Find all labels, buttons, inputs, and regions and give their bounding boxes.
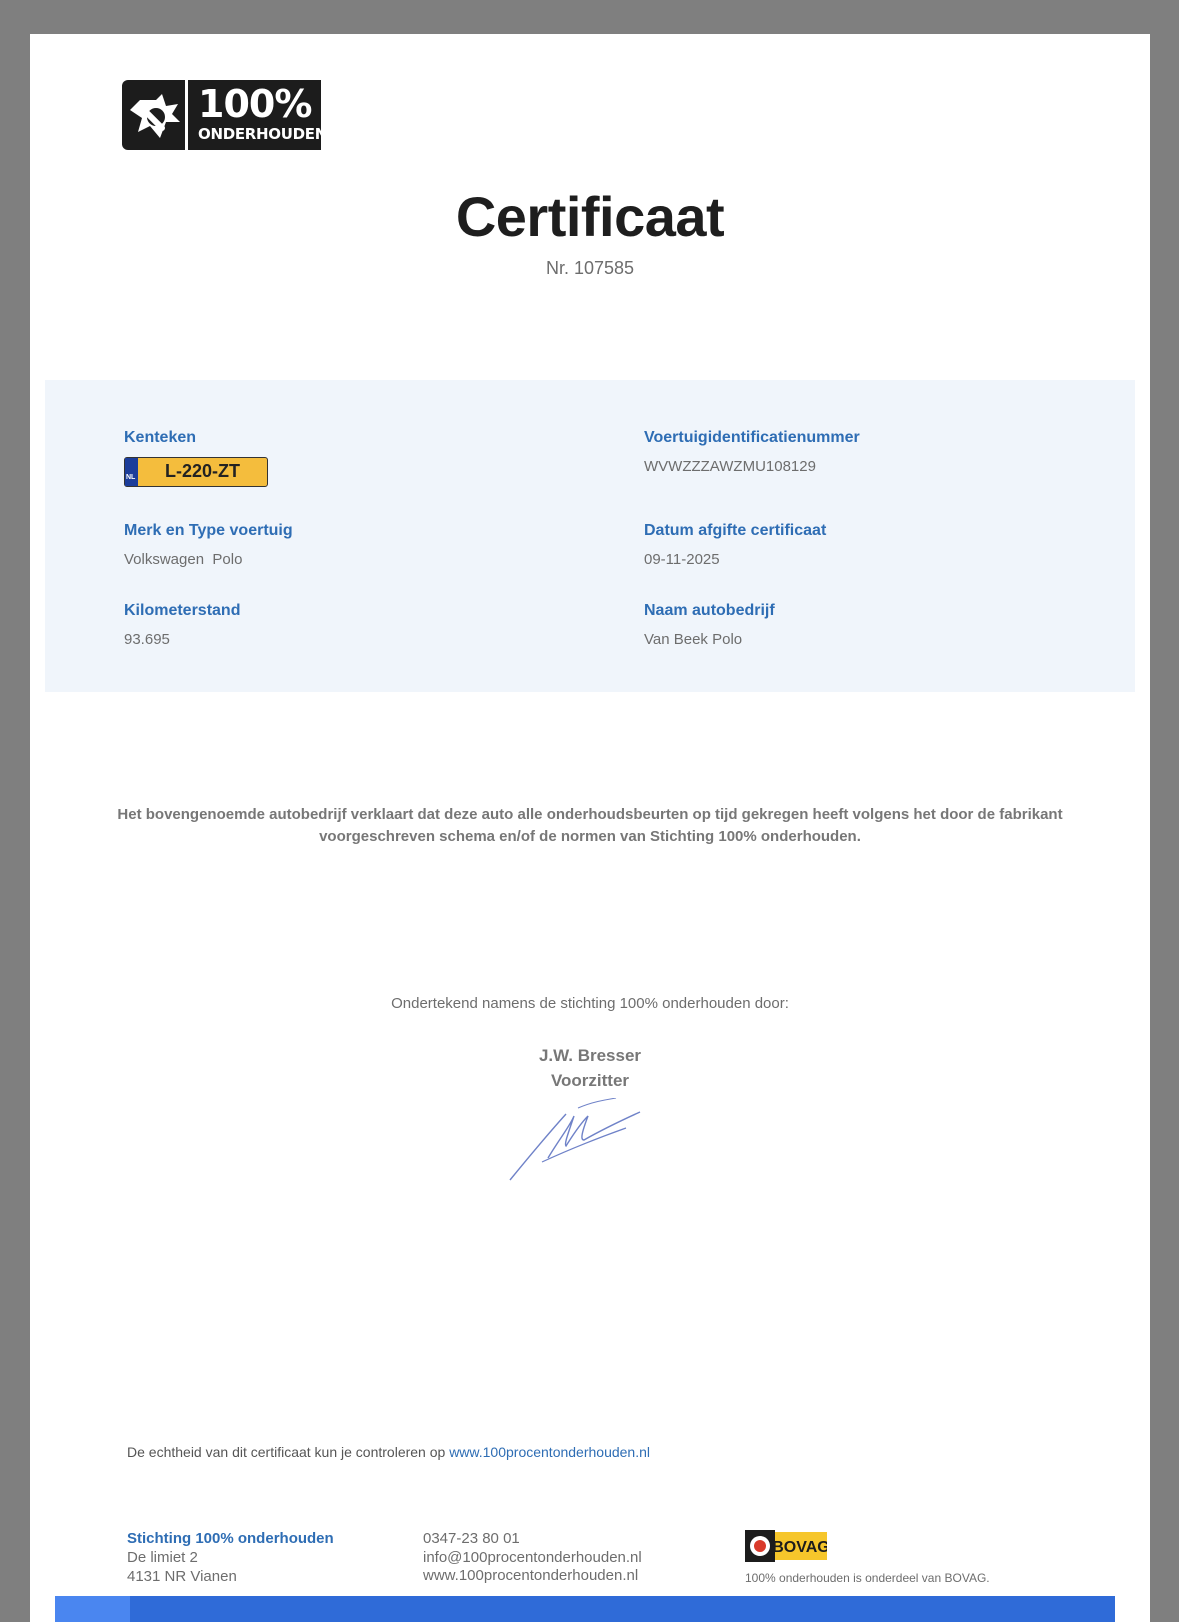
bovag-logo bbox=[745, 1530, 827, 1562]
garage-label: Naam autobedrijf bbox=[644, 602, 775, 619]
verification-link[interactable]: www.100procentonderhouden.nl bbox=[449, 1444, 650, 1460]
date-value: 09-11-2025 bbox=[644, 551, 720, 568]
footer-org-name: Stichting 100% onderhouden bbox=[127, 1530, 334, 1547]
verification-note bbox=[127, 1444, 650, 1460]
eu-flag-strip bbox=[125, 458, 138, 486]
vin-value: WVWZZZAWZMU108129 bbox=[644, 458, 816, 475]
plate-number: L-220-ZT bbox=[164, 461, 240, 481]
make-value: Volkswagen Polo bbox=[124, 551, 243, 568]
maintenance-statement: Het bovengenoemde autobedrijf verklaart dat deze auto alle onderhoudsbeurten op tijd gekregen heeft volgens het door de fabrikant voorgeschreven schema en/of de normen van Stichting 100% onderhouden. bbox=[117, 806, 1063, 845]
bovag-logo-text: BOVAG bbox=[772, 1539, 827, 1556]
wrench-icon bbox=[122, 80, 185, 150]
certificate-number: Nr. 107585 bbox=[545, 258, 635, 278]
footer-bar bbox=[55, 1596, 1115, 1622]
footer-website[interactable]: www.100procentonderhouden.nl bbox=[423, 1567, 639, 1584]
verification-text: De echtheid van dit certificaat kun je controleren op bbox=[127, 1444, 450, 1460]
signed-by-text: Ondertekend namens de stichting 100% onderhouden door: bbox=[391, 995, 789, 1012]
signer-name: J.W. Bresser bbox=[538, 1046, 642, 1065]
km-value: 93.695 bbox=[124, 631, 170, 648]
km-label: Kilometerstand bbox=[124, 602, 241, 619]
logo-small-text: ONDERHOUDEN bbox=[198, 125, 327, 143]
footer-email[interactable]: info@100procentonderhouden.nl bbox=[423, 1549, 642, 1566]
make-label: Merk en Type voertuig bbox=[124, 522, 293, 539]
signer-block bbox=[30, 1043, 1150, 1093]
bovag-note: 100% onderhouden is onderdeel van BOVAG. bbox=[745, 1571, 990, 1585]
footer-bar-accent bbox=[55, 1596, 130, 1622]
footer-address-line2: 4131 NR Vianen bbox=[127, 1568, 237, 1585]
signer-role: Voorzitter bbox=[550, 1071, 630, 1090]
date-label: Datum afgifte certificaat bbox=[644, 522, 827, 539]
brand-logo bbox=[122, 80, 327, 150]
page-title: Certificaat bbox=[455, 185, 725, 248]
footer-phone[interactable]: 0347-23 80 01 bbox=[423, 1530, 520, 1547]
garage-value: Van Beek Polo bbox=[644, 631, 743, 648]
plate-country: NL bbox=[126, 474, 136, 481]
footer-address-line1: De limiet 2 bbox=[127, 1549, 198, 1566]
vin-label: Voertuigidentificatienummer bbox=[644, 429, 860, 446]
handwritten-signature bbox=[508, 1098, 648, 1182]
plate-label: Kenteken bbox=[124, 429, 197, 446]
license-plate bbox=[124, 457, 268, 487]
certificate-page bbox=[30, 34, 1150, 1622]
logo-big-text: 100% bbox=[198, 82, 312, 126]
